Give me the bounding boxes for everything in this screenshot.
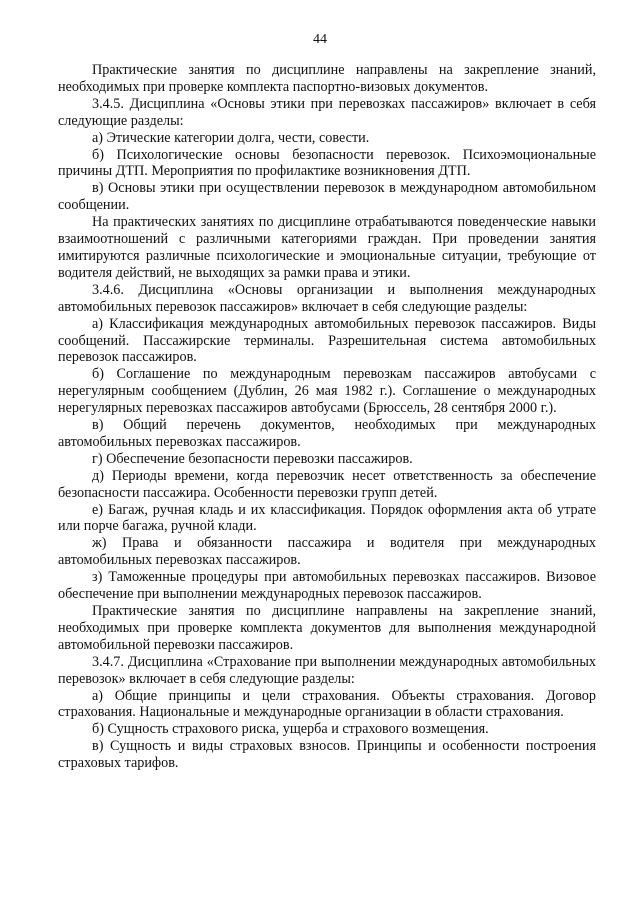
list-item-3-4-6-v: в) Общий перечень документов, необходимых при международных автомобильных перевозках пассажиров. [58, 417, 596, 450]
list-item-3-4-7-a: а) Общие принципы и цели страхования. Объекты страхования. Договор страхования. Национальные и международные организации в области страхования. [58, 687, 596, 721]
paragraph-3-4-7-heading: 3.4.7. Дисциплина «Страхование при выполнении международных автомобильных перевозок» включает в себя следующие разделы: [58, 653, 596, 687]
list-item-3-4-6-d: д) Периоды времени, когда перевозчик несет ответственность за обеспечение безопасности пассажира. Особенности перевозки групп детей. [58, 467, 596, 501]
paragraph-practical-ethics: На практических занятиях по дисциплине отрабатываются поведенческие навыки взаимоотношений с различными категориями граждан. При проведении занятия имитируются различные психологические и эмоциональные ситуации, требующие от водителя действий, не выходящих за рамки права и этики. [58, 214, 596, 281]
list-item-3-4-6-b: б) Соглашение по международным перевозкам пассажиров автобусами с нерегулярным сообщением (Дублин, 26 мая 1982 г.). Соглашение о международных нерегулярных перевозках пассажиров автобусами (Брюссель, 28 сентября 2000 г.). [58, 366, 596, 417]
list-item-3-4-6-a: а) Классификация международных автомобильных перевозок пассажиров. Виды сообщений. Пассажирские терминалы. Разрешительная система автомобильных перевозок пассажиров. [58, 315, 596, 366]
list-item-3-4-6-z: з) Таможенные процедуры при автомобильных перевозках пассажиров. Визовое обеспечение при выполнении международных перевозок пассажиров. [58, 569, 596, 603]
list-item-3-4-6-g: г) Обеспечение безопасности перевозки пассажиров. [92, 450, 413, 467]
paragraph-practical-passport: Практические занятия по дисциплине направлены на закрепление знаний, необходимых при проверке комплекта паспортно-визовых документов. [58, 62, 596, 95]
list-item-3-4-6-e: е) Багаж, ручная кладь и их классификация. Порядок оформления акта об утрате или порче багажа, ручной клади. [58, 501, 596, 535]
paragraph-3-4-5-heading: 3.4.5. Дисциплина «Основы этики при перевозках пассажиров» включает в себя следующие разделы: [58, 95, 596, 129]
paragraph-3-4-6-heading: 3.4.6. Дисциплина «Основы организации и выполнения международных автомобильных перевозок пассажиров» включает в себя следующие разделы: [58, 281, 596, 315]
list-item-3-4-5-a: а) Этические категории долга, чести, совести. [92, 129, 370, 146]
paragraph-practical-documents: Практические занятия по дисциплине направлены на закрепление знаний, необходимых при проверке комплекта документов для выполнения международной автомобильной перевозки пассажиров. [58, 603, 596, 653]
list-item-3-4-5-v: в) Основы этики при осуществлении перевозок в международном автомобильном сообщении. [58, 180, 596, 214]
list-item-3-4-7-v: в) Сущность и виды страховых взносов. Принципы и особенности построения страховых тарифов. [58, 738, 596, 772]
document-body [58, 62, 596, 772]
list-item-3-4-7-b: б) Сущность страхового риска, ущерба и страхового возмещения. [92, 721, 489, 738]
list-item-3-4-5-b: б) Психологические основы безопасности перевозок. Психоэмоциональные причины ДТП. Мероприятия по профилактике возникновения ДТП. [58, 146, 596, 180]
page-number: 44 [313, 32, 327, 47]
list-item-3-4-6-zh: ж) Права и обязанности пассажира и водителя при международных автомобильных перевозках пассажиров. [58, 535, 596, 569]
